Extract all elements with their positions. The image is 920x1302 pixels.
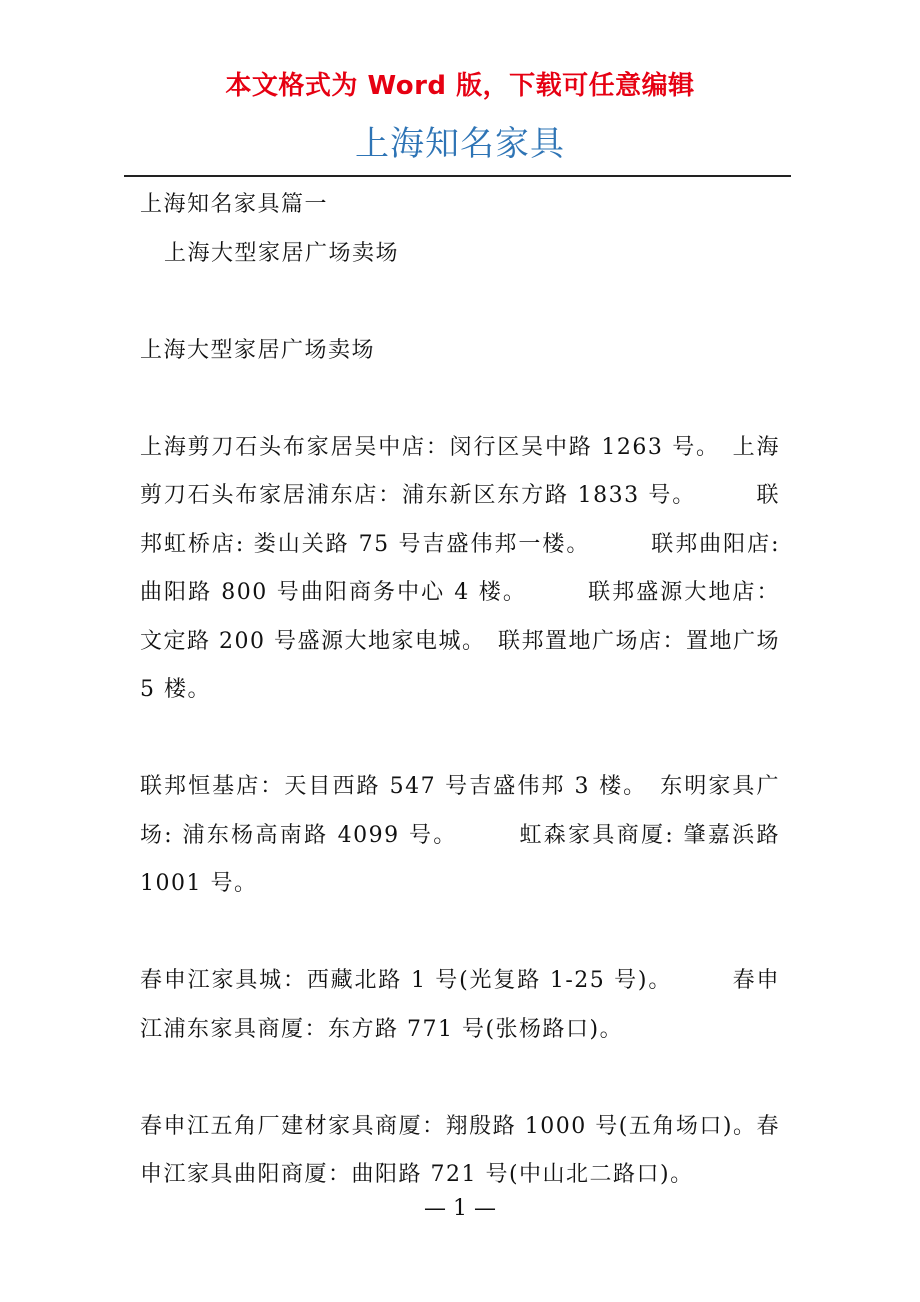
download-notice-banner: 本文格式为 Word 版，下载可任意编辑: [225, 71, 695, 101]
page-number: — 1 —: [424, 1196, 496, 1221]
document-body: [140, 181, 780, 1200]
paragraph: 春申江家具城：西藏北路 1 号(光复路 1-25 号)。 春申江浦东家具商厦：东方路 771 号(张杨路口)。: [140, 968, 780, 1042]
paragraph: 联邦恒基店：天目西路 547 号吉盛伟邦 3 楼。 东明家具广场: 浦东杨高南路 4099 号。 虹森家具商厦: 肇嘉浜路 1001 号。: [140, 774, 780, 896]
title-divider: [124, 175, 791, 177]
paragraph: 上海剪刀石头布家居吴中店：闵行区吴中路 1263 号。 上海剪刀石头布家居浦东店：浦东新区东方路 1833 号。 联邦虹桥店: 娄山关路 75 号吉盛伟邦一楼。 联邦曲阳店: 曲阳路 800 号曲阳商务中心 4 楼。 联邦盛源大地店：文定路 200 号盛源大地家电城。 联邦置地广场店：置地广场 5 楼。: [140, 434, 780, 702]
document-title: 上海知名家具: [355, 124, 565, 164]
subheading: 上海大型家居广场卖场: [164, 240, 400, 266]
paragraph: 上海大型家居广场卖场: [140, 337, 376, 363]
section-heading: 上海知名家具篇一: [140, 192, 329, 217]
paragraph: 春申江五角厂建材家具商厦：翔殷路 1000 号(五角场口)。春申江家具曲阳商厦：曲阳路 721 号(中山北二路口)。: [140, 1113, 780, 1187]
